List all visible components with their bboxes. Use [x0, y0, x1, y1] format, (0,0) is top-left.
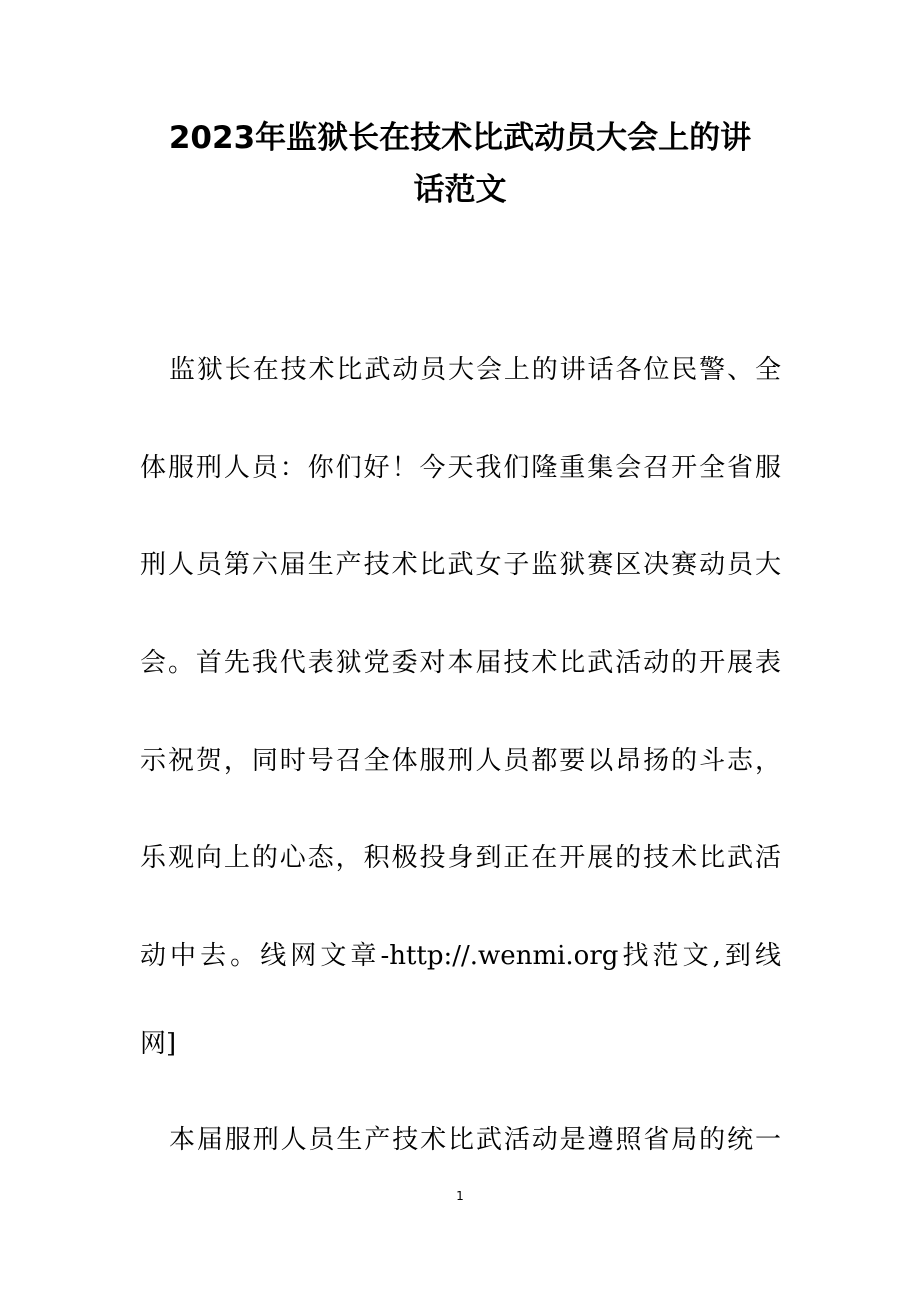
text-line: 体服刑人员：你们好！今天我们隆重集会召开全省服: [140, 453, 781, 483]
paragraph-2-line-1: [0, 1120, 920, 1160]
page-number: 1: [456, 1189, 464, 1203]
text-line: 动中去。线网文章-http://.wenmi.org找范文,到线: [140, 941, 781, 971]
paragraph-1-line-4: [0, 643, 920, 683]
text-line: 会。首先我代表狱党委对本届技术比武活动的开展表: [140, 648, 781, 678]
paragraph-1-line-3: [0, 545, 920, 585]
paragraph-1-line-6: [0, 838, 920, 878]
paragraph-1-line-7: [0, 936, 920, 976]
document-title: [130, 112, 790, 216]
text-line: 刑人员第六届生产技术比武女子监狱赛区决赛动员大: [140, 550, 781, 580]
paragraph-1-line-5: [0, 741, 920, 781]
text-line: 监狱长在技术比武动员大会上的讲话各位民警、全: [169, 355, 781, 385]
paragraph-1-line-1: [0, 350, 920, 390]
paragraph-1-line-2: [0, 448, 920, 488]
paragraph-1-line-8: [0, 1024, 920, 1064]
text-line: 网]: [140, 1029, 177, 1059]
title-line-2: 话范文: [413, 172, 507, 208]
title-line-1: 2023年监狱长在技术比武动员大会上的讲: [168, 120, 752, 156]
text-line: 本届服刑人员生产技术比武活动是遵照省局的统一: [169, 1125, 781, 1155]
text-line: 示祝贺，同时号召全体服刑人员都要以昂扬的斗志，: [140, 746, 781, 776]
text-line: 乐观向上的心态，积极投身到正在开展的技术比武活: [140, 843, 781, 873]
